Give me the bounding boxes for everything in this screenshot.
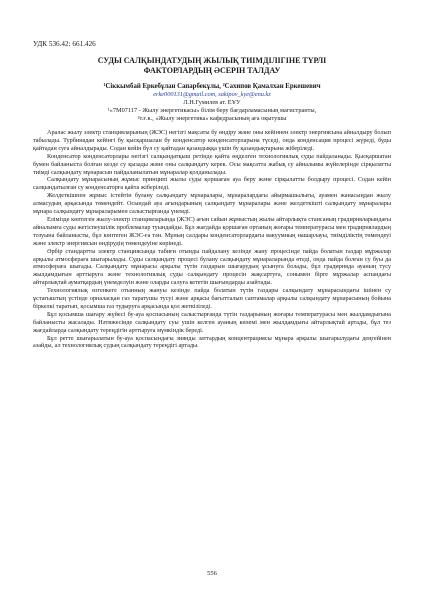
paper-title-line-1: СУДЫ САЛҚЫНДАТУДЫҢ ЖЫЛЫҚ ТИІМДІЛІГІНЕ ТҮРЛІ xyxy=(97,56,327,65)
body-text xyxy=(33,129,391,350)
paragraph: Елімізде көптеген жылу-электр станцияларында (ЖЭС) ағын сайын жұмыстың жылы айтарлықта стансаның градирняларындағы айналымға суды жетіспеушілік проблемалар туындайды. Бұл жағдайда қоршаған ортаның жоғары температурасы мен градирнялардың тозуына байланысты, бұл көптеген ЖЭС-ға тән. Мұның салдары конденсаторлардағы вакуумның нашарлауы, тиімділіктің төмендеуі және электр энергиясын өндірудің төмендеуіне көрінеді. xyxy=(33,215,391,247)
page-number: 556 xyxy=(207,570,217,577)
paragraph: Желдеткішпен жұмыс істейтін булану салқындату мұнаралары, мұнаралардағы айырмашылығы, ауамен жанасыңдан жылу алмасудың арқасында төмендейт. Осындай ауа ағындарының салқындату мұнаралары және желдеткішті салқындату мұнаралары мұнара салқындату мұнараларымен салыстырғанда үнемді. xyxy=(33,192,391,216)
paper-title-line-2: ФАКТОРЛАРДЫҢ ӘСЕРІН ТАЛДАУ xyxy=(143,66,281,75)
paper-title xyxy=(33,56,391,76)
paragraph: Әрбір стандартты электр станциясында табиғи отынды пайдалану кезінде жану процесінде пайда болатын газдар мұржалар арқылы атмосфераға шығарылады. Суды салқындату процесі булану салқындату мұнараларында өтеді, онда пайда болған су буы да атмосфераға шығады. Салқындату мұнарасы арқылы түтін газдарын шығарудың ұсынуға болады, бұл градирняда ауаның тусу жылдамдығын арттыруға және технологиялық суды салқындату процесін жақсартуға, сонымен бірге мұржалар аспандағы айтарлықтай ауматқардың үнемделуін және оларды салуға кететін шығындарды азайтады. xyxy=(33,247,391,287)
affiliation-author-2: ²т.ғ.к., «Жылу энергетика» кафедрасының аға оқытушы xyxy=(137,115,287,122)
paragraph: Салқындату мұнарасының жұмыс принципі жылы суды қоршаған ауа беру және сірқылатты болдыру процесі. Содан кейін салқындатылған су конденсаторға қайта жіберіледі. xyxy=(33,176,391,192)
author-emails[interactable]: erke000131@gmail.com, sakipov_kye@enu.kz xyxy=(153,91,271,98)
paragraph: Технологиялық өзгенкеге отынның жануы кезінде пайда болатын түтін газдары салқындату мұнарасындағы ішінен су ұстағыштың үстінде орналасқан газ таратушы тусуі және арқасы бағытталып саптамалар арқылы салқындату мұнарасының бойына біркелкі таратып, қосымша газ тудыруға арқасында қол жеткізіледі. xyxy=(33,287,391,310)
paragraph: Конденсатор конденсаторлары негізгі салқындатқыш ретінде қайта өңделген технологиялық суды пайдаланады. Қысқаршатан бумен байланыста болған кезде су қызады және оны салқындату керек. Осы мақсатта жабық су айналымы жүйелерінде сірқылатты тиімді салқындату мұнарасын пайдаланылатын мұнаралар қолданылады. xyxy=(33,152,391,176)
udk-code: УДК 536.42: 661.426 xyxy=(33,40,96,48)
paragraph: Бұл ретте шығарылатын бу-ауа қоспасындағы зиянды заттардың концентрациясы мұнара арқылы шығарылудағы деңгейінен азайды, ал технологиялық судың салқындату тереңдігі артады. xyxy=(33,334,391,350)
affiliation-university: Л.Н.Гумилев ат. ЕҰУ xyxy=(183,99,241,106)
affiliation-author-1: ¹«7М07117 - Жылу энергетикасы» білім беру бағдарламасының магистранты, xyxy=(107,107,317,114)
authors: ¹Сіккымбай Еркебұлан Сапарбекұлы, ²Сахипов Қамалхан Еркешевич xyxy=(103,83,321,90)
paragraph: Бұл қосымша шағару жүйесі бу-ауа қоспасының салыстырғанда түтін газдарының жоғары температурасы мен жылдамдығына байланысты жасалады. Нәтижесінде салқындату суы ушін келген ауаның көлемі мен жылдамдығы айтарлықтай артады, бұл тез жағдайларда салқындату тереңдігін арттыруға мүмкіндік береді. xyxy=(33,310,391,334)
paragraph: Аралас жылу электр станцияларының (ЖЭС) негізгі мақсаты бу өндіру және оны кейіннен электр энергиясына айналдыру болып табылады. Турбинадан кейінгі бу қысқаршалан бу конденсатор конденсаторларына түседі, онда конденсация процесі жүреді, буды қайтадан суға айналдырады. Содан кейін бүл су қайтадан қазандыққа үшін бу қазандықтарына жіберіледі. xyxy=(33,129,391,152)
